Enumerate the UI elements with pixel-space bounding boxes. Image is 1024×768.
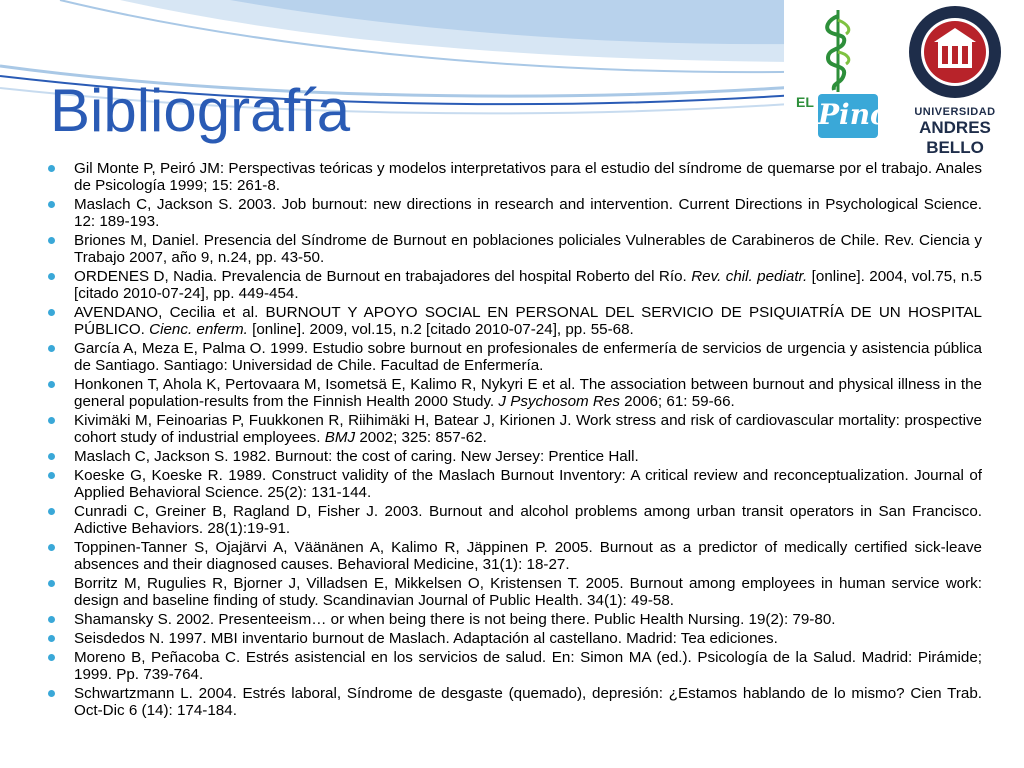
bullet-icon — [48, 654, 55, 661]
reference-journal: Cienc. enferm. — [149, 321, 248, 338]
reference-item — [46, 340, 982, 374]
reference-text: Borritz M, Rugulies R, Bjorner J, Villadsen E, Mikkelsen O, Kristensen T. 2005. Burnout among employees in human service work: design and baseline finding of study. Scandinavian Journal of Public Health. 34(1): 49-58. — [74, 575, 982, 609]
reference-item — [46, 630, 982, 647]
reference-text: Moreno B, Peñacoba C. Estrés asistencial en los servicios de salud. En: Simon MA (ed.). Psicología de la Salud. Madrid: Pirámide; 1999. Pp. 739-764. — [74, 649, 982, 683]
slide-title: Bibliografía — [50, 77, 351, 144]
reference-item — [46, 196, 982, 230]
reference-item — [46, 448, 982, 465]
el-pino-logo — [794, 6, 889, 136]
reference-text: Toppinen-Tanner S, Ojajärvi A, Väänänen A, Kalimo R, Jäppinen P. 2005. Burnout as a predictor of medically certified sick-leave absences and their diagnosed causes. Behavioral Medicine, 31(1): 18-27. — [74, 539, 982, 573]
reference-journal: Rev. chil. pediatr. — [691, 268, 808, 285]
reference-item — [46, 304, 982, 338]
bullet-icon — [48, 508, 55, 515]
bullet-icon — [48, 472, 55, 479]
reference-item — [46, 685, 982, 719]
bullet-icon — [48, 544, 55, 551]
reference-item — [46, 268, 982, 302]
bullet-icon — [48, 453, 55, 460]
reference-text: [online]. 2004, vol.75, n.5 [citado 2010-07-24], pp. 449-454. — [74, 268, 982, 302]
pine-tree-icon — [794, 6, 880, 96]
reference-item — [46, 649, 982, 683]
reference-text: García A, Meza E, Palma O. 1999. Estudio sobre burnout en profesionales de enfermería de servicios de urgencia y asistencia pública de Santiago. Santiago: Universidad de Chile. Facultad de Enfermería. — [74, 340, 982, 374]
reference-text: Maslach C, Jackson S. 1982. Burnout: the cost of caring. New Jersey: Prentice Hall. — [74, 448, 639, 465]
reference-journal: BMJ — [324, 429, 356, 446]
bullet-icon — [48, 237, 55, 244]
bullet-icon — [48, 417, 55, 424]
el-pino-logo-el: EL — [796, 94, 814, 110]
bullet-icon — [48, 309, 55, 316]
reference-item — [46, 412, 982, 446]
reference-text: Kivimäki M, Feinoarias P, Fuukkonen R, Riihimäki H, Batear J, Kirionen J. Work stress and risk of cardiovascular mortality: prospective cohort study of industrial employees. — [74, 412, 982, 446]
bullet-icon — [48, 616, 55, 623]
bullet-icon — [48, 381, 55, 388]
reference-text: Koeske G, Koeske R. 1989. Construct validity of the Maslach Burnout Inventory: A critical review and reconceptualization. Journal of Applied Behavioral Science. 25(2): 131-144. — [74, 467, 982, 501]
unab-logo — [888, 2, 1022, 157]
bullet-icon — [48, 201, 55, 208]
reference-text: Schwartzmann L. 2004. Estrés laboral, Síndrome de desgaste (quemado), depresión: ¿Estamos hablando de lo mismo? Cien Trab. Oct-Dic 6 (14): 174-184. — [74, 685, 982, 719]
reference-text: ORDENES D, Nadia. Prevalencia de Burnout en trabajadores del hospital Roberto del Río. — [74, 268, 692, 285]
unab-seal-icon — [888, 2, 1022, 106]
bullet-icon — [48, 345, 55, 352]
reference-text: [online]. 2009, vol.15, n.2 [citado 2010-07-24], pp. 55-68. — [247, 321, 634, 338]
reference-text: 2002; 325: 857-62. — [355, 429, 487, 446]
reference-text: Maslach C, Jackson S. 2003. Job burnout: new directions in research and intervention. Current Directions in Psychological Science. 12: 189-193. — [74, 196, 982, 230]
reference-item — [46, 232, 982, 266]
reference-list — [46, 160, 982, 721]
unab-logo-line1: UNIVERSIDAD — [914, 106, 996, 118]
el-pino-logo-box — [818, 94, 889, 138]
bullet-icon — [48, 580, 55, 587]
reference-text: Briones M, Daniel. Presencia del Síndrome de Burnout en poblaciones policiales Vulnerables de Carabineros de Chile. Rev. Ciencia y Trabajo 2007, año 9, n.24, pp. 43-50. — [74, 232, 982, 266]
bullet-icon — [48, 690, 55, 697]
reference-text: 2006; 61: 59-66. — [619, 393, 735, 410]
reference-text: Seisdedos N. 1997. MBI inventario burnout de Maslach. Adaptación al castellano. Madrid: Tea ediciones. — [74, 630, 778, 647]
reference-text: AVENDANO, Cecilia et al. BURNOUT Y APOYO SOCIAL EN PERSONAL DEL SERVICIO DE PSIQUIATRÍA DE UN HOSPITAL PÚBLICO. — [74, 304, 982, 338]
reference-text: Shamansky S. 2002. Presenteeism… or when being there is not being there. Public Health Nursing. 19(2): 79-80. — [74, 611, 836, 628]
reference-item — [46, 467, 982, 501]
logos-area — [784, 0, 1024, 157]
unab-logo-line2: ANDRES BELLO — [919, 118, 991, 157]
reference-item — [46, 503, 982, 537]
bullet-icon — [48, 165, 55, 172]
reference-journal: J Psychosom Res — [498, 393, 620, 410]
reference-text: Gil Monte P, Peiró JM: Perspectivas teóricas y modelos interpretativos para el estudio del síndrome de quemarse por el trabajo. Anales de Psicología 1999; 15: 261-8. — [74, 160, 982, 194]
reference-text: Honkonen T, Ahola K, Pertovaara M, Isometsä E, Kalimo R, Nykyri E et al. The association between burnout and physical illness in the general population-results from the Finnish Health 2000 Study. — [74, 376, 982, 410]
bullet-icon — [48, 273, 55, 280]
reference-item — [46, 611, 982, 628]
bullet-icon — [48, 635, 55, 642]
el-pino-logo-name: Pino — [818, 98, 889, 131]
reference-item — [46, 539, 982, 573]
reference-text: Cunradi C, Greiner B, Ragland D, Fisher J. 2003. Burnout and alcohol problems among urban transit operators in San Francisco. Adictive Behaviors. 28(1):19-91. — [74, 503, 982, 537]
reference-item — [46, 376, 982, 410]
reference-item — [46, 575, 982, 609]
reference-item — [46, 160, 982, 194]
